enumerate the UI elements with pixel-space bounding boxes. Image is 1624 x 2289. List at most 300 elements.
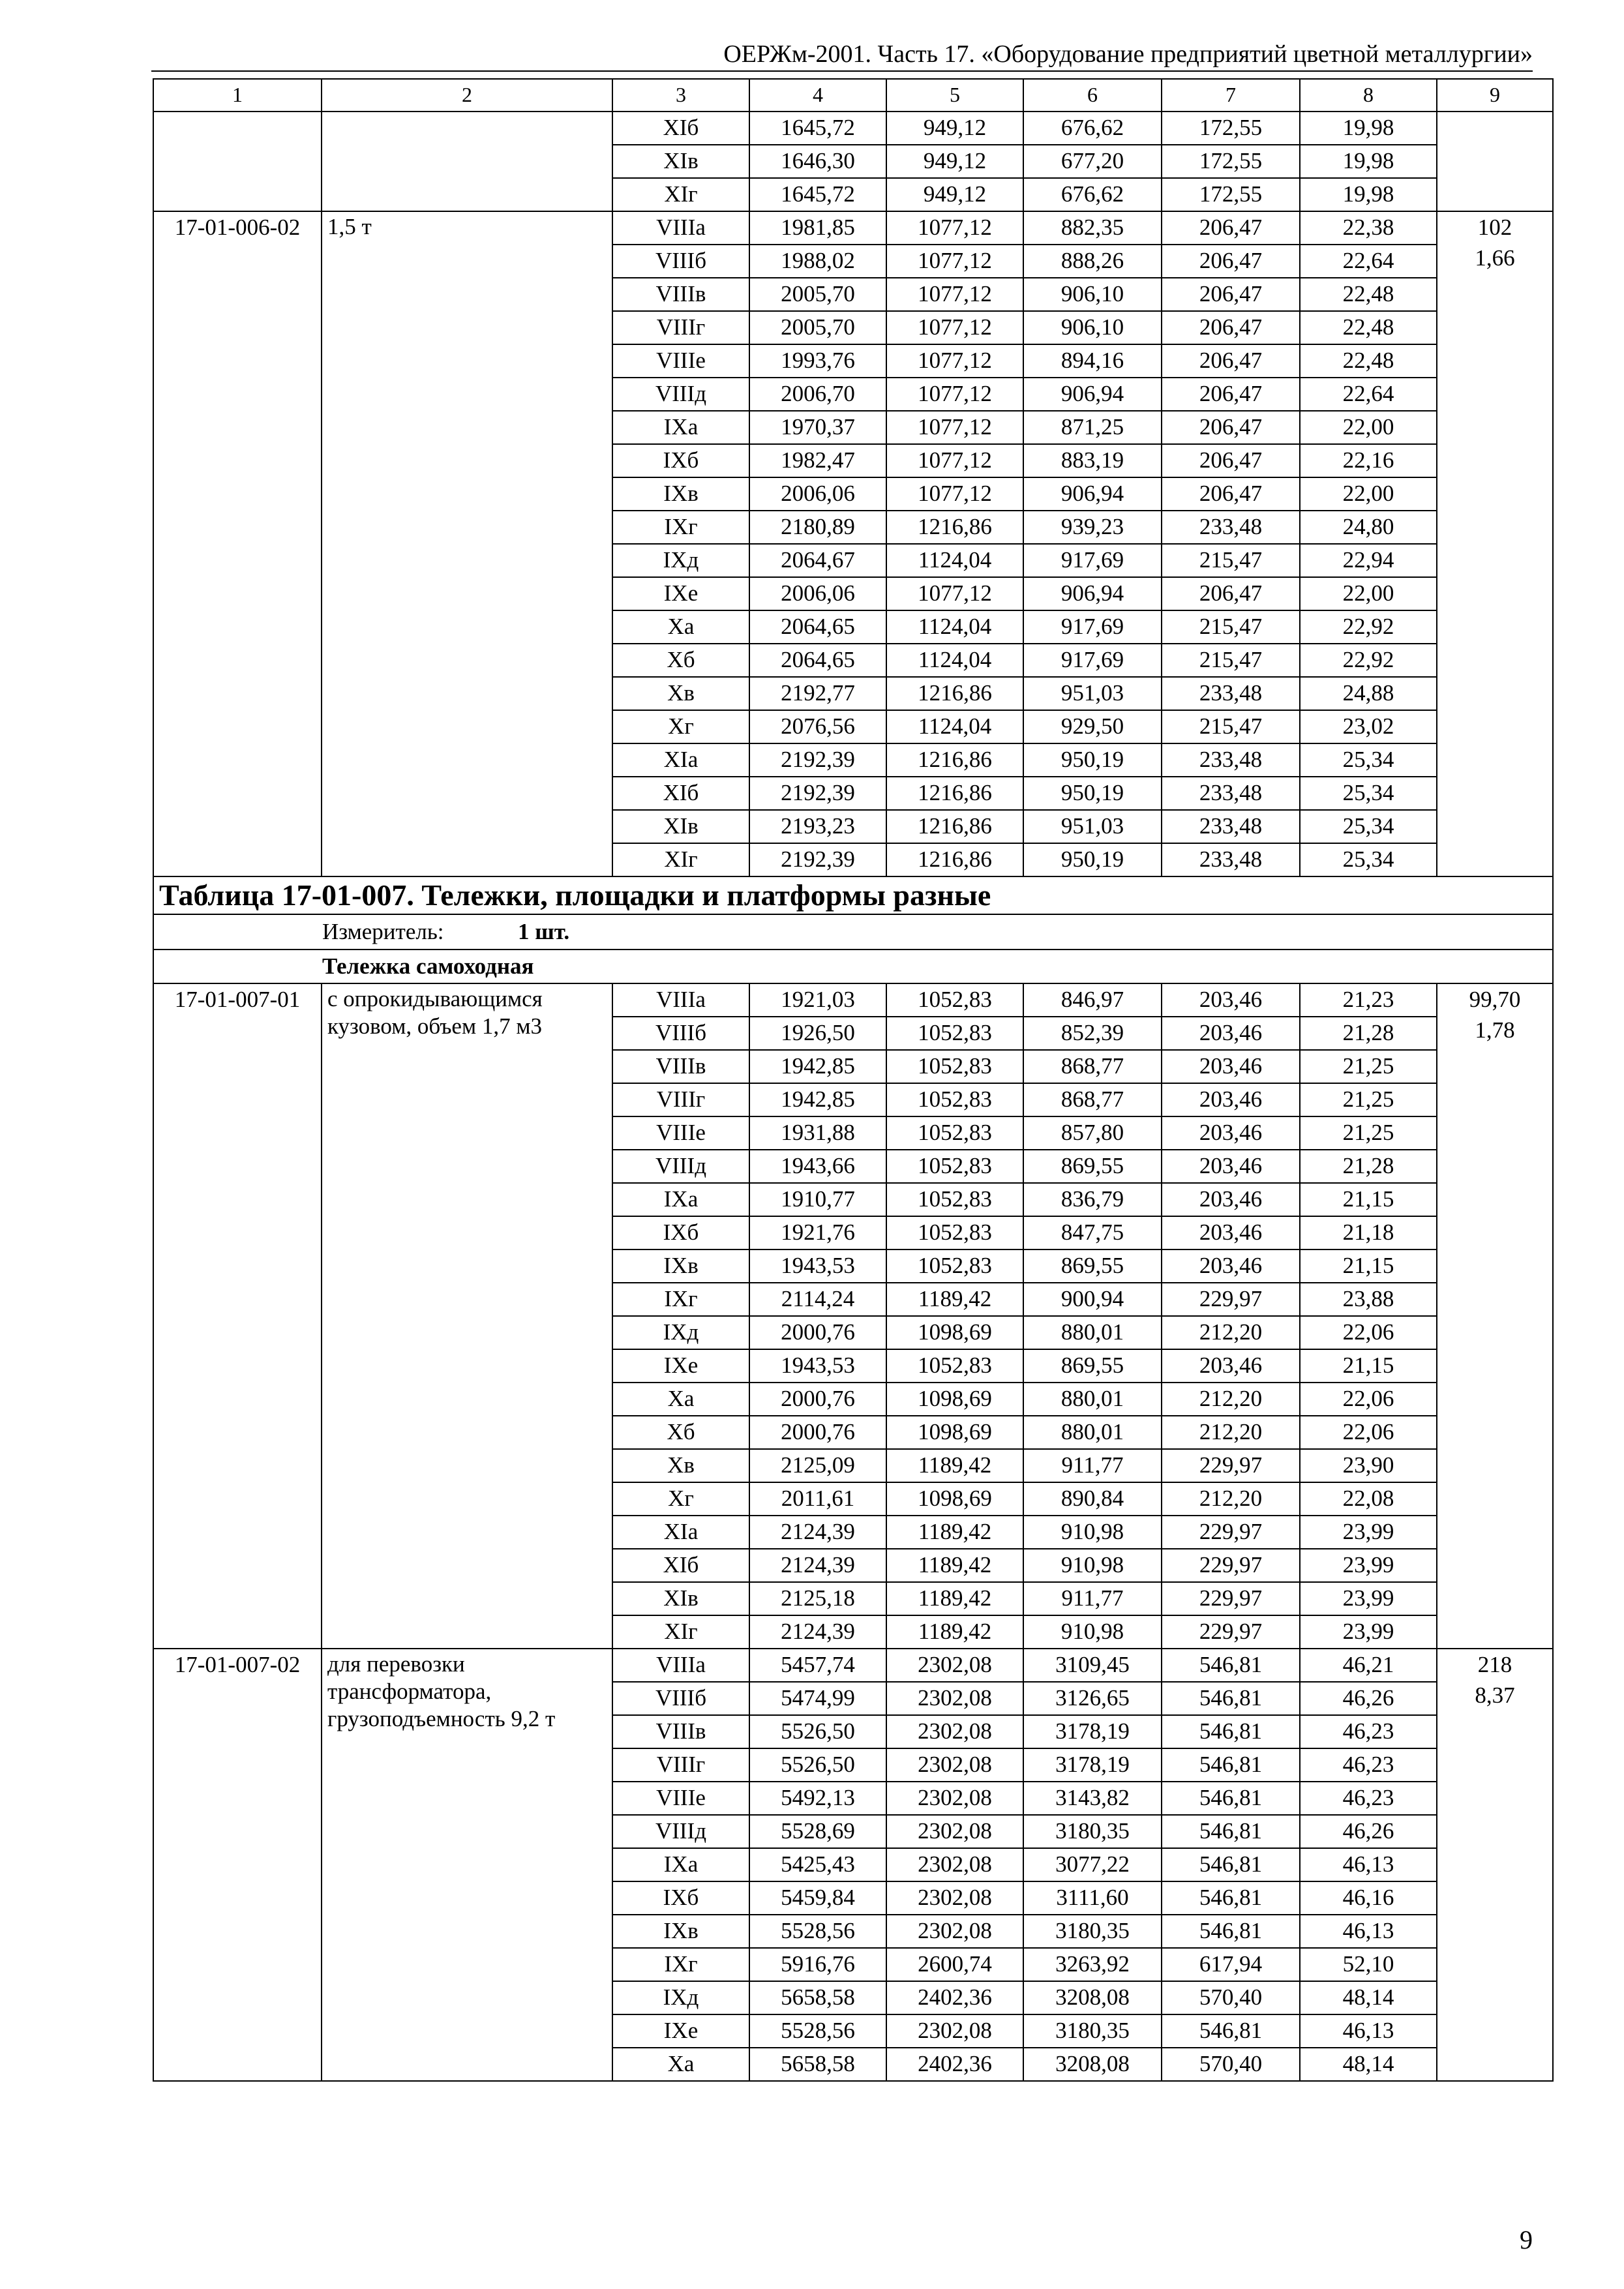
machine-costs: 869,55	[1023, 1349, 1162, 1383]
zone-code: IXг	[612, 1283, 749, 1316]
labor-wages: 1216,86	[886, 777, 1023, 810]
table-row	[153, 1649, 1553, 1682]
subheading-cell	[153, 950, 1553, 983]
machine-wages: 172,55	[1162, 145, 1300, 178]
labor-wages: 2302,08	[886, 1815, 1023, 1848]
machine-costs: 3180,35	[1023, 1815, 1162, 1848]
machine-costs: 3180,35	[1023, 2014, 1162, 2048]
zone-code: VIIIб	[612, 245, 749, 278]
labor-wages: 2302,08	[886, 1748, 1023, 1782]
weight-column	[1437, 1649, 1553, 2081]
labor-hours: 46,23	[1300, 1782, 1437, 1815]
zone-code: Xг	[612, 710, 749, 743]
labor-hours: 22,06	[1300, 1416, 1437, 1449]
labor-hours: 23,99	[1300, 1549, 1437, 1582]
column-number: 8	[1300, 79, 1437, 112]
direct-costs: 5528,56	[749, 2014, 886, 2048]
table-row	[153, 211, 1553, 245]
labor-hours: 25,34	[1300, 743, 1437, 777]
machine-costs: 906,10	[1023, 278, 1162, 311]
labor-hours: 21,25	[1300, 1050, 1437, 1083]
labor-wages: 1052,83	[886, 1249, 1023, 1283]
unit-value: 1 шт.	[518, 919, 570, 944]
labor-wages: 1124,04	[886, 610, 1023, 644]
machine-wages: 546,81	[1162, 1649, 1300, 1682]
labor-hours: 23,99	[1300, 1516, 1437, 1549]
labor-hours: 46,13	[1300, 1915, 1437, 1948]
machine-wages: 206,47	[1162, 344, 1300, 378]
machine-costs: 3077,22	[1023, 1848, 1162, 1881]
machine-wages: 203,46	[1162, 1017, 1300, 1050]
weight-per-unit: 8,37	[1475, 1683, 1515, 1708]
direct-costs: 1921,03	[749, 983, 886, 1017]
equipment-weight: 218	[1477, 1652, 1512, 1677]
zone-code: Xб	[612, 1416, 749, 1449]
labor-hours: 46,13	[1300, 1848, 1437, 1881]
machine-costs: 883,19	[1023, 444, 1162, 477]
machine-costs: 906,94	[1023, 477, 1162, 511]
machine-costs: 882,35	[1023, 211, 1162, 245]
subheading: Тележка самоходная	[322, 953, 534, 979]
labor-wages: 1077,12	[886, 444, 1023, 477]
machine-wages: 203,46	[1162, 1050, 1300, 1083]
labor-hours: 23,90	[1300, 1449, 1437, 1482]
labor-hours: 22,48	[1300, 278, 1437, 311]
labor-wages: 1077,12	[886, 278, 1023, 311]
labor-hours: 48,14	[1300, 1981, 1437, 2014]
labor-wages: 1098,69	[886, 1482, 1023, 1516]
labor-hours: 22,06	[1300, 1383, 1437, 1416]
zone-code: VIIIа	[612, 983, 749, 1017]
machine-costs: 868,77	[1023, 1050, 1162, 1083]
table-row	[153, 112, 1553, 145]
zone-code: VIIIе	[612, 344, 749, 378]
subheading-row	[153, 950, 1553, 983]
labor-hours: 25,34	[1300, 777, 1437, 810]
zone-code: VIIIа	[612, 211, 749, 245]
direct-costs: 2193,23	[749, 810, 886, 843]
machine-costs: 894,16	[1023, 344, 1162, 378]
weight-per-unit: 1,78	[1475, 1017, 1515, 1043]
zone-code: XIг	[612, 1615, 749, 1649]
machine-costs: 917,69	[1023, 610, 1162, 644]
machine-costs: 3208,08	[1023, 1981, 1162, 2014]
machine-wages: 546,81	[1162, 1748, 1300, 1782]
direct-costs: 2180,89	[749, 511, 886, 544]
machine-wages: 546,81	[1162, 1915, 1300, 1948]
zone-code: VIIIг	[612, 1748, 749, 1782]
zone-code: XIг	[612, 178, 749, 211]
machine-costs: 910,98	[1023, 1615, 1162, 1649]
direct-costs: 2192,39	[749, 843, 886, 876]
machine-costs: 910,98	[1023, 1549, 1162, 1582]
labor-wages: 1077,12	[886, 245, 1023, 278]
machine-wages: 233,48	[1162, 511, 1300, 544]
labor-wages: 1052,83	[886, 1116, 1023, 1150]
labor-wages: 1052,83	[886, 1083, 1023, 1116]
machine-wages: 172,55	[1162, 112, 1300, 145]
machine-costs: 857,80	[1023, 1116, 1162, 1150]
zone-code: XIб	[612, 112, 749, 145]
labor-wages: 2302,08	[886, 1915, 1023, 1948]
zone-code: IXд	[612, 1981, 749, 2014]
machine-wages: 546,81	[1162, 1848, 1300, 1881]
machine-wages: 203,46	[1162, 1216, 1300, 1249]
machine-wages: 570,40	[1162, 2048, 1300, 2081]
weight-column	[1437, 983, 1553, 1649]
zone-code: XIв	[612, 1582, 749, 1615]
machine-wages: 546,81	[1162, 1881, 1300, 1915]
zone-code: IXе	[612, 2014, 749, 2048]
machine-costs: 836,79	[1023, 1183, 1162, 1216]
labor-hours: 22,64	[1300, 378, 1437, 411]
zone-code: VIIIе	[612, 1116, 749, 1150]
labor-wages: 2302,08	[886, 1848, 1023, 1881]
machine-costs: 676,62	[1023, 112, 1162, 145]
zone-code: IXб	[612, 1881, 749, 1915]
labor-wages: 1077,12	[886, 577, 1023, 610]
labor-wages: 2402,36	[886, 1981, 1023, 2014]
zone-code: Xв	[612, 1449, 749, 1482]
machine-wages: 215,47	[1162, 710, 1300, 743]
machine-costs: 676,62	[1023, 178, 1162, 211]
zone-code: Xб	[612, 644, 749, 677]
direct-costs: 2125,09	[749, 1449, 886, 1482]
labor-hours: 21,15	[1300, 1349, 1437, 1383]
labor-wages: 1052,83	[886, 1349, 1023, 1383]
zone-code: VIIIв	[612, 1050, 749, 1083]
zone-code: XIв	[612, 810, 749, 843]
column-number: 6	[1023, 79, 1162, 112]
direct-costs: 1982,47	[749, 444, 886, 477]
machine-costs: 677,20	[1023, 145, 1162, 178]
direct-costs: 1981,85	[749, 211, 886, 245]
labor-hours: 46,13	[1300, 2014, 1437, 2048]
table-title: Таблица 17-01-007. Тележки, площадки и платформы разные	[153, 876, 1553, 914]
column-number-row	[153, 79, 1553, 112]
zone-code: VIIIг	[612, 1083, 749, 1116]
table-body	[153, 79, 1553, 2081]
labor-hours: 46,26	[1300, 1682, 1437, 1715]
machine-costs: 917,69	[1023, 544, 1162, 577]
machine-wages: 546,81	[1162, 2014, 1300, 2048]
labor-hours: 21,28	[1300, 1150, 1437, 1183]
machine-wages: 203,46	[1162, 1349, 1300, 1383]
labor-hours: 23,02	[1300, 710, 1437, 743]
direct-costs: 1926,50	[749, 1017, 886, 1050]
machine-wages: 206,47	[1162, 278, 1300, 311]
machine-costs: 3180,35	[1023, 1915, 1162, 1948]
machine-costs: 888,26	[1023, 245, 1162, 278]
zone-code: IXв	[612, 1249, 749, 1283]
labor-wages: 1077,12	[886, 344, 1023, 378]
direct-costs: 1993,76	[749, 344, 886, 378]
zone-code: IXв	[612, 477, 749, 511]
direct-costs: 5459,84	[749, 1881, 886, 1915]
machine-costs: 871,25	[1023, 411, 1162, 444]
labor-hours: 21,25	[1300, 1083, 1437, 1116]
labor-wages: 1077,12	[886, 211, 1023, 245]
labor-hours: 48,14	[1300, 2048, 1437, 2081]
column-number: 9	[1437, 79, 1553, 112]
table-row	[153, 983, 1553, 1017]
zone-code: Xв	[612, 677, 749, 710]
labor-wages: 1216,86	[886, 743, 1023, 777]
running-header: ОЕРЖм-2001. Часть 17. «Оборудование предприятий цветной металлургии»	[151, 38, 1533, 72]
machine-wages: 212,20	[1162, 1482, 1300, 1516]
labor-wages: 1052,83	[886, 1216, 1023, 1249]
machine-wages: 546,81	[1162, 1682, 1300, 1715]
machine-costs: 917,69	[1023, 644, 1162, 677]
machine-wages: 203,46	[1162, 1116, 1300, 1150]
labor-hours: 21,15	[1300, 1183, 1437, 1216]
machine-costs: 3178,19	[1023, 1715, 1162, 1748]
labor-hours: 46,16	[1300, 1881, 1437, 1915]
labor-wages: 1216,86	[886, 511, 1023, 544]
zone-code: Xг	[612, 1482, 749, 1516]
direct-costs: 2064,67	[749, 544, 886, 577]
machine-costs: 852,39	[1023, 1017, 1162, 1050]
zone-code: VIIIа	[612, 1649, 749, 1682]
zone-code: XIб	[612, 1549, 749, 1582]
machine-wages: 206,47	[1162, 378, 1300, 411]
direct-costs: 5474,99	[749, 1682, 886, 1715]
machine-wages: 546,81	[1162, 1815, 1300, 1848]
machine-costs: 3111,60	[1023, 1881, 1162, 1915]
machine-wages: 229,97	[1162, 1516, 1300, 1549]
zone-code: Xа	[612, 1383, 749, 1416]
zone-code: IXа	[612, 411, 749, 444]
direct-costs: 1988,02	[749, 245, 886, 278]
machine-costs: 929,50	[1023, 710, 1162, 743]
direct-costs: 5658,58	[749, 1981, 886, 2014]
labor-wages: 2302,08	[886, 1881, 1023, 1915]
labor-wages: 1098,69	[886, 1316, 1023, 1349]
unit-label: Измеритель:	[322, 919, 444, 944]
machine-wages: 203,46	[1162, 983, 1300, 1017]
direct-costs: 1942,85	[749, 1050, 886, 1083]
machine-costs: 3143,82	[1023, 1782, 1162, 1815]
column-number: 2	[322, 79, 612, 112]
direct-costs: 5916,76	[749, 1948, 886, 1981]
machine-costs: 3109,45	[1023, 1649, 1162, 1682]
zone-code: IXв	[612, 1915, 749, 1948]
labor-hours: 22,00	[1300, 411, 1437, 444]
zone-code: Xа	[612, 2048, 749, 2081]
direct-costs: 2192,39	[749, 743, 886, 777]
direct-costs: 2000,76	[749, 1383, 886, 1416]
machine-costs: 911,77	[1023, 1582, 1162, 1615]
labor-wages: 2402,36	[886, 2048, 1023, 2081]
labor-hours: 24,80	[1300, 511, 1437, 544]
labor-wages: 1189,42	[886, 1449, 1023, 1482]
direct-costs: 5425,43	[749, 1848, 886, 1881]
labor-hours: 46,23	[1300, 1715, 1437, 1748]
zone-code: IXд	[612, 544, 749, 577]
labor-wages: 1052,83	[886, 1017, 1023, 1050]
direct-costs: 2000,76	[749, 1316, 886, 1349]
labor-wages: 2600,74	[886, 1948, 1023, 1981]
direct-costs: 2076,56	[749, 710, 886, 743]
labor-hours: 22,06	[1300, 1316, 1437, 1349]
machine-wages: 206,47	[1162, 245, 1300, 278]
machine-wages: 229,97	[1162, 1449, 1300, 1482]
weight-column	[1437, 211, 1553, 876]
direct-costs: 2000,76	[749, 1416, 886, 1449]
machine-wages: 206,47	[1162, 211, 1300, 245]
zone-code: IXг	[612, 511, 749, 544]
direct-costs: 2005,70	[749, 311, 886, 344]
zone-code: IXа	[612, 1848, 749, 1881]
direct-costs: 5526,50	[749, 1715, 886, 1748]
labor-hours: 23,99	[1300, 1582, 1437, 1615]
labor-wages: 1052,83	[886, 1183, 1023, 1216]
labor-hours: 22,64	[1300, 245, 1437, 278]
direct-costs: 2125,18	[749, 1582, 886, 1615]
labor-hours: 19,98	[1300, 178, 1437, 211]
unit-cell	[153, 914, 1553, 950]
zone-code: IXа	[612, 1183, 749, 1216]
direct-costs: 2124,39	[749, 1516, 886, 1549]
column-number: 3	[612, 79, 749, 112]
item-code: 17-01-007-02	[153, 1649, 322, 2081]
labor-wages: 1077,12	[886, 378, 1023, 411]
item-code: 17-01-006-02	[153, 211, 322, 876]
column-number: 1	[153, 79, 322, 112]
labor-hours: 22,38	[1300, 211, 1437, 245]
labor-hours: 22,94	[1300, 544, 1437, 577]
direct-costs: 2005,70	[749, 278, 886, 311]
labor-hours: 22,48	[1300, 344, 1437, 378]
direct-costs: 1943,53	[749, 1349, 886, 1383]
column-number: 5	[886, 79, 1023, 112]
direct-costs: 1943,53	[749, 1249, 886, 1283]
machine-costs: 868,77	[1023, 1083, 1162, 1116]
machine-costs: 951,03	[1023, 810, 1162, 843]
labor-wages: 1216,86	[886, 677, 1023, 710]
labor-wages: 2302,08	[886, 1782, 1023, 1815]
direct-costs: 2006,70	[749, 378, 886, 411]
direct-costs: 2064,65	[749, 610, 886, 644]
labor-hours: 21,23	[1300, 983, 1437, 1017]
zone-code: VIIIг	[612, 311, 749, 344]
machine-wages: 212,20	[1162, 1416, 1300, 1449]
machine-wages: 203,46	[1162, 1183, 1300, 1216]
zone-code: XIа	[612, 743, 749, 777]
machine-wages: 203,46	[1162, 1083, 1300, 1116]
machine-costs: 910,98	[1023, 1516, 1162, 1549]
machine-wages: 570,40	[1162, 1981, 1300, 2014]
machine-wages: 215,47	[1162, 544, 1300, 577]
labor-wages: 1098,69	[886, 1383, 1023, 1416]
labor-wages: 1077,12	[886, 411, 1023, 444]
labor-wages: 1052,83	[886, 1150, 1023, 1183]
machine-costs: 3178,19	[1023, 1748, 1162, 1782]
machine-costs: 950,19	[1023, 777, 1162, 810]
labor-hours: 22,00	[1300, 477, 1437, 511]
zone-code: VIIIд	[612, 1815, 749, 1848]
machine-wages: 212,20	[1162, 1316, 1300, 1349]
machine-wages: 215,47	[1162, 644, 1300, 677]
machine-costs: 906,10	[1023, 311, 1162, 344]
labor-hours: 23,88	[1300, 1283, 1437, 1316]
labor-wages: 1216,86	[886, 843, 1023, 876]
machine-wages: 229,97	[1162, 1582, 1300, 1615]
machine-wages: 172,55	[1162, 178, 1300, 211]
direct-costs: 1942,85	[749, 1083, 886, 1116]
page-number: 9	[1520, 2225, 1533, 2254]
machine-costs: 846,97	[1023, 983, 1162, 1017]
labor-wages: 1077,12	[886, 311, 1023, 344]
zone-code: XIв	[612, 145, 749, 178]
zone-code: XIа	[612, 1516, 749, 1549]
item-name: 1,5 т	[322, 211, 612, 876]
zone-code: Xа	[612, 610, 749, 644]
machine-wages: 229,97	[1162, 1283, 1300, 1316]
labor-wages: 949,12	[886, 178, 1023, 211]
zone-code: VIIIв	[612, 1715, 749, 1748]
zone-code: VIIIд	[612, 378, 749, 411]
labor-wages: 1189,42	[886, 1283, 1023, 1316]
zone-code: VIIIе	[612, 1782, 749, 1815]
machine-wages: 233,48	[1162, 677, 1300, 710]
machine-wages: 206,47	[1162, 411, 1300, 444]
machine-costs: 911,77	[1023, 1449, 1162, 1482]
labor-wages: 1189,42	[886, 1549, 1023, 1582]
direct-costs: 1910,77	[749, 1183, 886, 1216]
labor-hours: 22,00	[1300, 577, 1437, 610]
item-code	[153, 112, 322, 211]
machine-wages: 229,97	[1162, 1615, 1300, 1649]
weight-per-unit: 1,66	[1475, 245, 1515, 271]
machine-costs: 900,94	[1023, 1283, 1162, 1316]
machine-wages: 203,46	[1162, 1150, 1300, 1183]
direct-costs: 5526,50	[749, 1748, 886, 1782]
labor-wages: 1189,42	[886, 1516, 1023, 1549]
zone-code: VIIIд	[612, 1150, 749, 1183]
direct-costs: 1970,37	[749, 411, 886, 444]
machine-costs: 847,75	[1023, 1216, 1162, 1249]
machine-wages: 215,47	[1162, 610, 1300, 644]
machine-costs: 951,03	[1023, 677, 1162, 710]
labor-wages: 2302,08	[886, 1649, 1023, 1682]
machine-costs: 939,23	[1023, 511, 1162, 544]
labor-wages: 1077,12	[886, 477, 1023, 511]
direct-costs: 5492,13	[749, 1782, 886, 1815]
zone-code: IXе	[612, 577, 749, 610]
machine-costs: 3126,65	[1023, 1682, 1162, 1715]
labor-wages: 1052,83	[886, 983, 1023, 1017]
zone-code: IXд	[612, 1316, 749, 1349]
labor-hours: 19,98	[1300, 145, 1437, 178]
zone-code: IXб	[612, 444, 749, 477]
item-name: с опрокидывающимся кузовом, объем 1,7 м3	[322, 983, 612, 1649]
labor-wages: 1098,69	[886, 1416, 1023, 1449]
labor-hours: 22,08	[1300, 1482, 1437, 1516]
direct-costs: 2192,39	[749, 777, 886, 810]
direct-costs: 2124,39	[749, 1615, 886, 1649]
labor-hours: 46,23	[1300, 1748, 1437, 1782]
machine-costs: 880,01	[1023, 1383, 1162, 1416]
labor-hours: 21,15	[1300, 1249, 1437, 1283]
zone-code: IXб	[612, 1216, 749, 1249]
direct-costs: 1646,30	[749, 145, 886, 178]
machine-costs: 880,01	[1023, 1416, 1162, 1449]
machine-wages: 617,94	[1162, 1948, 1300, 1981]
labor-hours: 23,99	[1300, 1615, 1437, 1649]
machine-wages: 233,48	[1162, 810, 1300, 843]
machine-wages: 233,48	[1162, 843, 1300, 876]
